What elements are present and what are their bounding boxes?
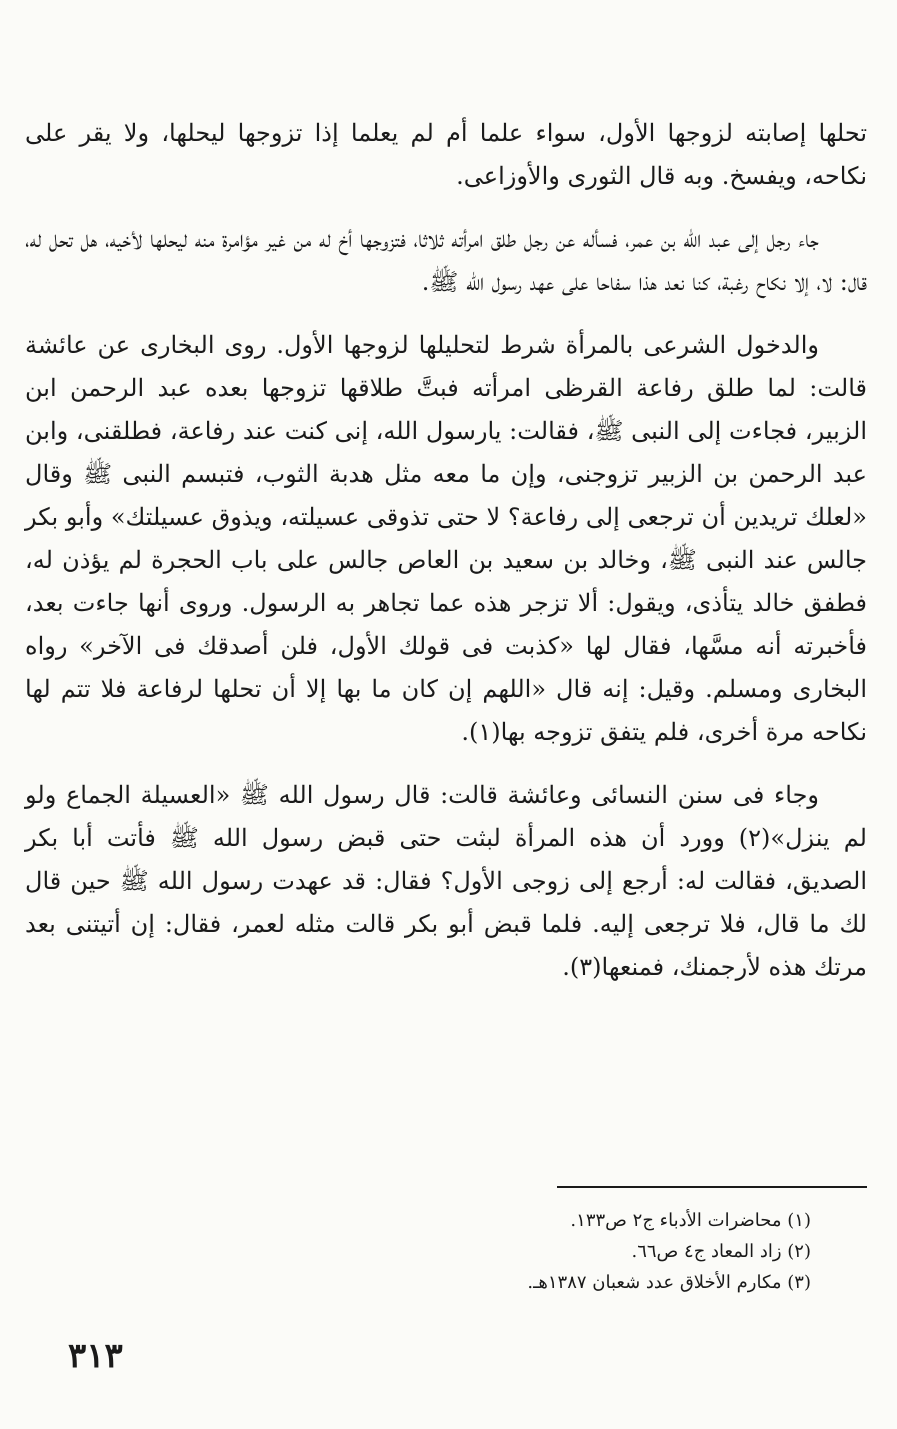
footnote-separator xyxy=(557,1186,867,1188)
paragraph-2: جاء رجل إلى عبد الله بن عمر، فسأله عن رجل طلق امرأته ثلاثا، فتزوجها أخ له من غير مؤامرة منه ليحلها لأخيه، هل تحل له، قال: لا، إلا نكاح رغبة، كنا نعد هذا سفاحا على عهد رسول الله ﷺ. xyxy=(25,225,867,296)
footnote-2: (٢) زاد المعاد ج٤ ص٦٦. xyxy=(631,1241,811,1262)
page-number: ٣١٣ xyxy=(68,1336,123,1376)
footnotes xyxy=(211,1205,811,1298)
footnote-1: (١) محاضرات الأدباء ج٢ ص١٣٣. xyxy=(570,1210,811,1231)
footnote-3: (٣) مكارم الأخلاق عدد شعبان ١٣٨٧هـ. xyxy=(527,1272,811,1293)
paragraph-1: تحلها إصابته لزوجها الأول، سواء علما أم لم يعلما إذا تزوجها ليحلها، ولا يقر على نكاحه، ويفسخ. وبه قال الثورى والأوزاعى. xyxy=(25,119,867,190)
main-text xyxy=(25,112,867,1009)
paragraph-4: وجاء فى سنن النسائى وعائشة قالت: قال رسول الله ﷺ «العسيلة الجماع ولو لم ينزل»(٢) وورد أن هذه المرأة لبثت حتى قبض رسول الله ﷺ فأتت أبا بكر الصديق، فقالت له: أرجع إلى زوجى الأول؟ فقال: قد عهدت رسول الله ﷺ حين قال لك ما قال، فلا ترجعى إليه. فلما قبض أبو بكر قالت مثله لعمر، فقال: إن أتيتنى بعد مرتك هذه لأرجمنك، فمنعها(٣). xyxy=(25,781,867,981)
paragraph-3: والدخول الشرعى بالمرأة شرط لتحليلها لزوجها الأول. روى البخارى عن عائشة قالت: لما طلق رفاعة القرظى امرأته فبتَّ طلاقها تزوجها بعده عبد الرحمن ابن الزبير، فجاءت إلى النبى ﷺ، فقالت: يارسول الله، إنى كنت عند رفاعة، فطلقنى، وابن عبد الرحمن بن الزبير تزوجنى، وإن ما معه مثل هدبة الثوب، فتبسم النبى ﷺ وقال «لعلك تريدين أن ترجعى إلى رفاعة؟ لا حتى تذوقى عسيلته، ويذوق عسيلتك» وأبو بكر جالس عند النبى ﷺ، وخالد بن سعيد بن العاص جالس على باب الحجرة لم يؤذن له، فطفق خالد يتأذى، ويقول: ألا تزجر هذه عما تجاهر به الرسول. وروى أنها جاءت بعد، فأخبرته أنه مسَّها، فقال لها «كذبت فى قولك الأول، فلن أصدقك فى الآخر» رواه البخارى ومسلم. وقيل: إنه قال «اللهم إن كان ما بها إلا أن تحلها لرفاعة فلا تتم لها نكاحه مرة أخرى، فلم يتفق تزوجه بها(١). xyxy=(25,331,867,746)
